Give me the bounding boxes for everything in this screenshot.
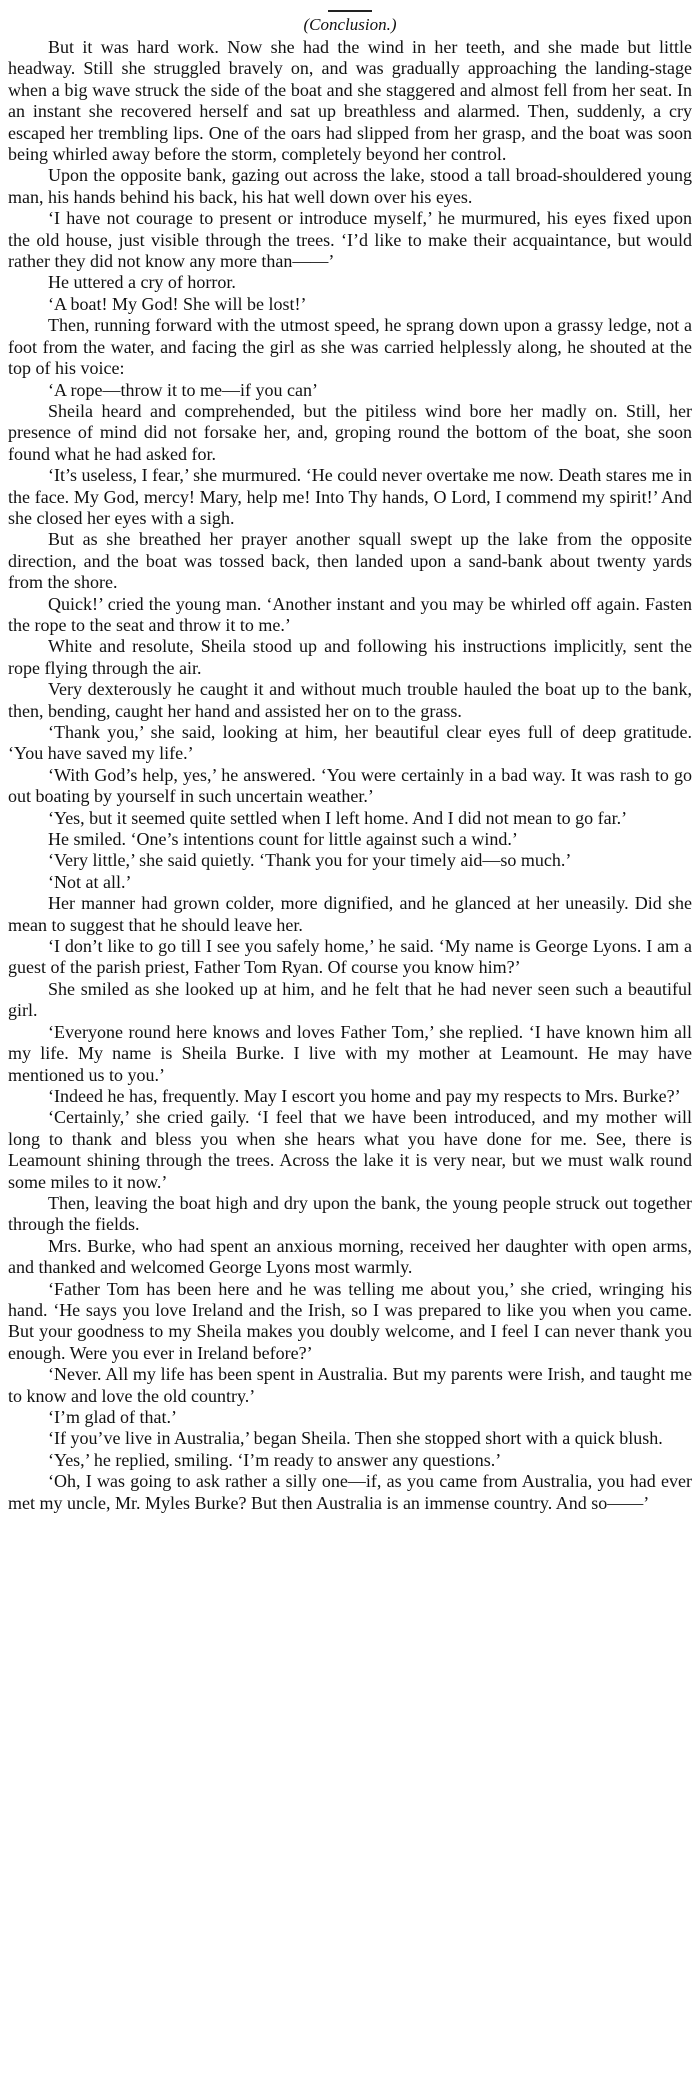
paragraph: ‘A rope—throw it to me—if you can’ xyxy=(48,379,318,400)
paragraph: ‘Not at all.’ xyxy=(48,871,132,892)
paragraph: ‘Never. All my life has been spent in Australia. But my parents were Irish, and taught me to know and love the old country.’ xyxy=(8,1364,692,1406)
paragraph: But as she breathed her prayer another squall swept up the lake from the opposite direction, and the boat was tossed back, then landed upon a sand-bank about twenty yards from the shore. xyxy=(8,529,692,593)
paragraph: ‘Father Tom has been here and he was telling me about you,’ she cried, wringing his hand. ‘He says you love Ireland and the Irish, so I was prepared to like you when you came. But your goodness to my Sheila makes you doubly welcome, and I feel I can never thank you enough. Were you ever in Ireland before?’ xyxy=(8,1278,692,1363)
paragraph: ‘Yes, but it seemed quite settled when I left home. And I did not mean to go far.’ xyxy=(48,807,628,828)
paragraph: He uttered a cry of horror. xyxy=(48,272,236,293)
paragraph: Her manner had grown colder, more dignified, and he glanced at her uneasily. Did she mean to suggest that he should leave her. xyxy=(8,893,692,935)
paragraph: ‘Oh, I was going to ask rather a silly one—if, as you came from Australia, you had ever met my uncle, Mr. Myles Burke? But then Australia is an immense country. And so——’ xyxy=(8,1471,692,1513)
paragraph: Upon the opposite bank, gazing out across the lake, stood a tall broad-shouldered young man, his hands behind his back, his hat well down over his eyes. xyxy=(8,165,692,207)
paragraph: Then, running forward with the utmost speed, he sprang down upon a grassy ledge, not a foot from the water, and facing the girl as she was carried helplessly along, he shouted at the top of his voice: xyxy=(8,315,692,379)
paragraph: ‘Everyone round here knows and loves Father Tom,’ she replied. ‘I have known him all my life. My name is Sheila Burke. I live with my mother at Leamount. He may have mentioned us to you.’ xyxy=(8,1021,692,1085)
paragraph: ‘Thank you,’ she said, looking at him, her beautiful clear eyes full of deep gratitude. ‘You have saved my life.’ xyxy=(8,722,692,764)
paragraph: ‘It’s useless, I fear,’ she murmured. ‘He could never overtake me now. Death stares me in the face. My God, mercy! Mary, help me! Into Thy hands, O Lord, I commend my spirit!’ And she closed her eyes with a sigh. xyxy=(8,465,692,528)
paragraph: ‘A boat! My God! She will be lost!’ xyxy=(48,293,307,314)
paragraph: ‘Certainly,’ she cried gaily. ‘I feel that we have been introduced, and my mother will long to thank and bless you when she hears what you have done for me. See, there is Leamount shining through the trees. Across the lake it is very near, but we must walk round some miles to it now.’ xyxy=(8,1107,692,1192)
paragraph: Then, leaving the boat high and dry upon the bank, the young people struck out together through the fields. xyxy=(8,1192,692,1235)
paragraph: Sheila heard and comprehended, but the pitiless wind bore her madly on. Still, her presence of mind did not forsake her, and, groping round the bottom of the boat, she soon found what he had asked for. xyxy=(8,400,692,464)
paragraph: He smiled. ‘One’s intentions count for little against such a wind.’ xyxy=(48,829,518,850)
paragraph: ‘I don’t like to go till I see you safely home,’ he said. ‘My name is George Lyons. I am a guest of the parish priest, Father Tom Ryan. Of course you know him?’ xyxy=(8,936,692,978)
section-heading: (Conclusion.) xyxy=(303,15,397,34)
paragraph: Mrs. Burke, who had spent an anxious morning, received her daughter with open arms, and thanked and welcomed George Lyons most warmly. xyxy=(8,1235,692,1278)
paragraph: But it was hard work. Now she had the wind in her teeth, and she made but little headway. Still she struggled bravely on, and was gradually approaching the landing-stage when a big wave struck the side of the boat and she staggered and almost fell from her seat. In an instant she recovered herself and sat up breathless and alarmed. Then, suddenly, a cry escaped her trembling lips. One of the oars had slipped from her grasp, and the boat was soon being whirled away before the storm, completely beyond her control. xyxy=(8,37,692,165)
paragraph: ‘I have not courage to present or introduce myself,’ he murmured, his eyes fixed upon the old house, just visible through the trees. ‘I’d like to make their acquaintance, but would rather they did not know any more than——’ xyxy=(8,208,692,272)
paragraph: She smiled as she looked up at him, and he felt that he had never seen such a beautiful girl. xyxy=(8,978,692,1021)
paragraph: ‘Very little,’ she said quietly. ‘Thank you for your timely aid—so much.’ xyxy=(48,850,572,871)
paragraph: ‘Indeed he has, frequently. May I escort you home and pay my respects to Mrs. Burke?’ xyxy=(48,1085,681,1106)
article-body xyxy=(8,37,692,1514)
paragraph: White and resolute, Sheila stood up and following his instructions implicitly, sent the rope flying through the air. xyxy=(8,636,692,678)
paragraph: ‘If you’ve live in Australia,’ began Sheila. Then she stopped short with a quick blush. xyxy=(48,1428,663,1449)
paragraph: ‘I’m glad of that.’ xyxy=(48,1407,177,1427)
paragraph: Very dexterously he caught it and without much trouble hauled the boat up to the bank, then, bending, caught her hand and assisted her on to the grass. xyxy=(8,679,692,721)
header-rule xyxy=(328,10,372,12)
paragraph: ‘Yes,’ he replied, smiling. ‘I’m ready to answer any questions.’ xyxy=(48,1449,502,1470)
paragraph: Quick!’ cried the young man. ‘Another instant and you may be whirled off again. Fasten the rope to the seat and throw it to me.’ xyxy=(8,593,692,635)
paragraph: ‘With God’s help, yes,’ he answered. ‘You were certainly in a bad way. It was rash to go out boating by yourself in such uncertain weather.’ xyxy=(8,764,692,807)
